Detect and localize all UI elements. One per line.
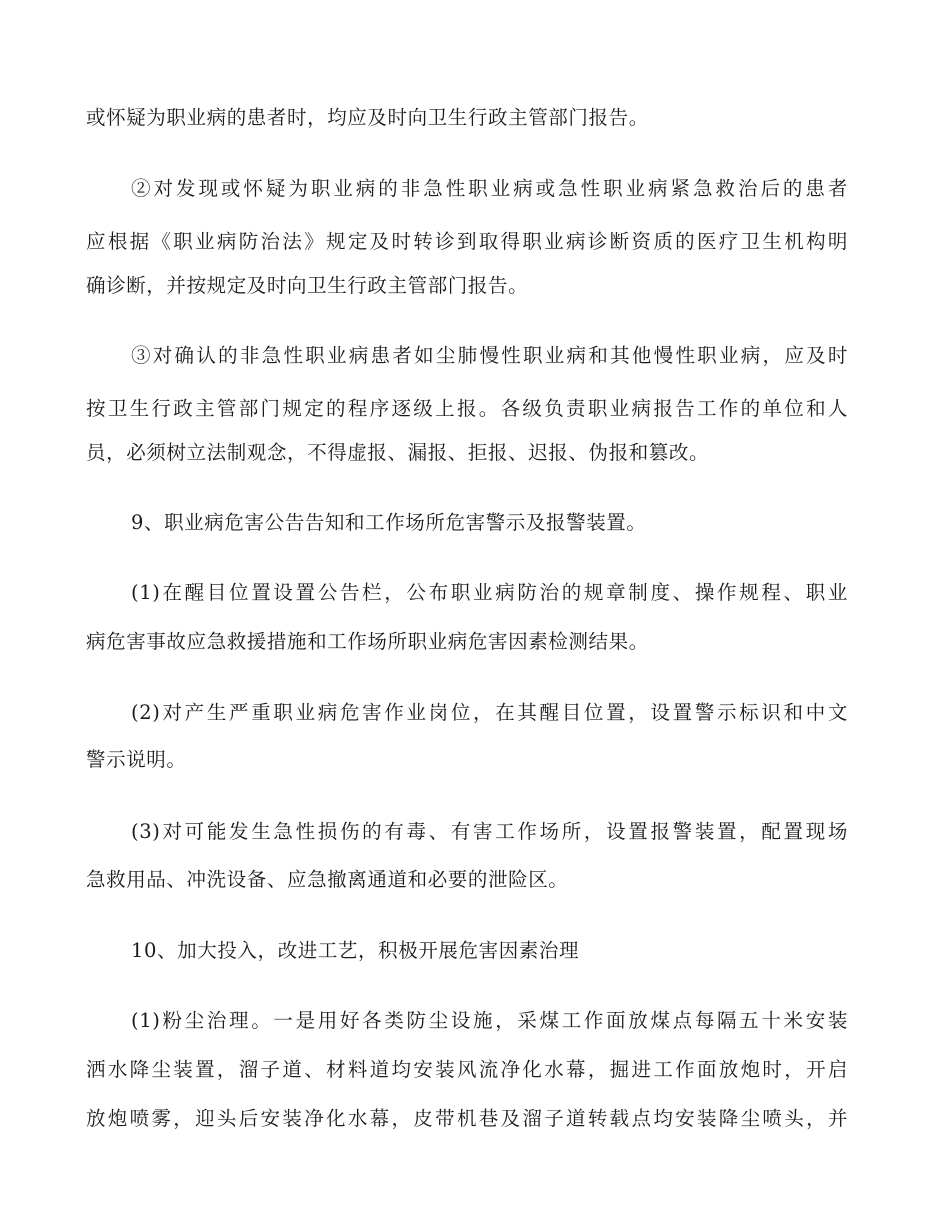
text-line: 按卫生行政主管部门规定的程序逐级上报。各级负责职业病报告工作的单位和人 bbox=[86, 397, 848, 420]
text-line: 警示说明。 bbox=[86, 748, 187, 771]
text-line: (3)对可能发生急性损伤的有毒、有害工作场所，设置报警装置，配置现场 bbox=[131, 820, 848, 843]
text-line: 急救用品、冲洗设备、应急撤离通道和必要的泄险区。 bbox=[86, 868, 569, 891]
text-line: 放炮喷雾，迎头后安装净化水幕，皮带机巷及溜子道转载点均安装降尘喷头，并 bbox=[86, 1107, 848, 1130]
text-line: (1)在醒目位置设置公告栏，公布职业病防治的规章制度、操作规程、职业 bbox=[131, 581, 848, 604]
text-line: (1)粉尘治理。一是用好各类防尘设施，采煤工作面放煤点每隔五十米安装 bbox=[131, 1009, 848, 1032]
section-heading: 10、加大投入，改进工艺，积极开展危害因素治理 bbox=[131, 939, 580, 962]
section-heading: 9、职业病危害公告告知和工作场所危害警示及报警装置。 bbox=[131, 511, 647, 534]
text-line: 或怀疑为职业病的患者时，均应及时向卫生行政主管部门报告。 bbox=[86, 106, 649, 129]
text-line: 病危害事故应急救援措施和工作场所职业病危害因素检测结果。 bbox=[86, 630, 649, 653]
text-line: 应根据《职业病防治法》规定及时转诊到取得职业病诊断资质的医疗卫生机构明 bbox=[86, 230, 848, 253]
text-line: (2)对产生严重职业病危害作业岗位，在其醒目位置，设置警示标识和中文 bbox=[131, 701, 848, 724]
text-line: ③对确认的非急性职业病患者如尘肺慢性职业病和其他慢性职业病，应及时 bbox=[131, 344, 848, 367]
text-line: 确诊断，并按规定及时向卫生行政主管部门报告。 bbox=[86, 274, 529, 297]
text-line: 洒水降尘装置，溜子道、材料道均安装风流净化水幕，掘进工作面放炮时，开启 bbox=[86, 1058, 848, 1081]
text-line: ②对发现或怀疑为职业病的非急性职业病或急性职业病紧急救治后的患者 bbox=[131, 177, 848, 200]
text-line: 员，必须树立法制观念，不得虚报、漏报、拒报、迟报、伪报和篡改。 bbox=[86, 441, 710, 464]
